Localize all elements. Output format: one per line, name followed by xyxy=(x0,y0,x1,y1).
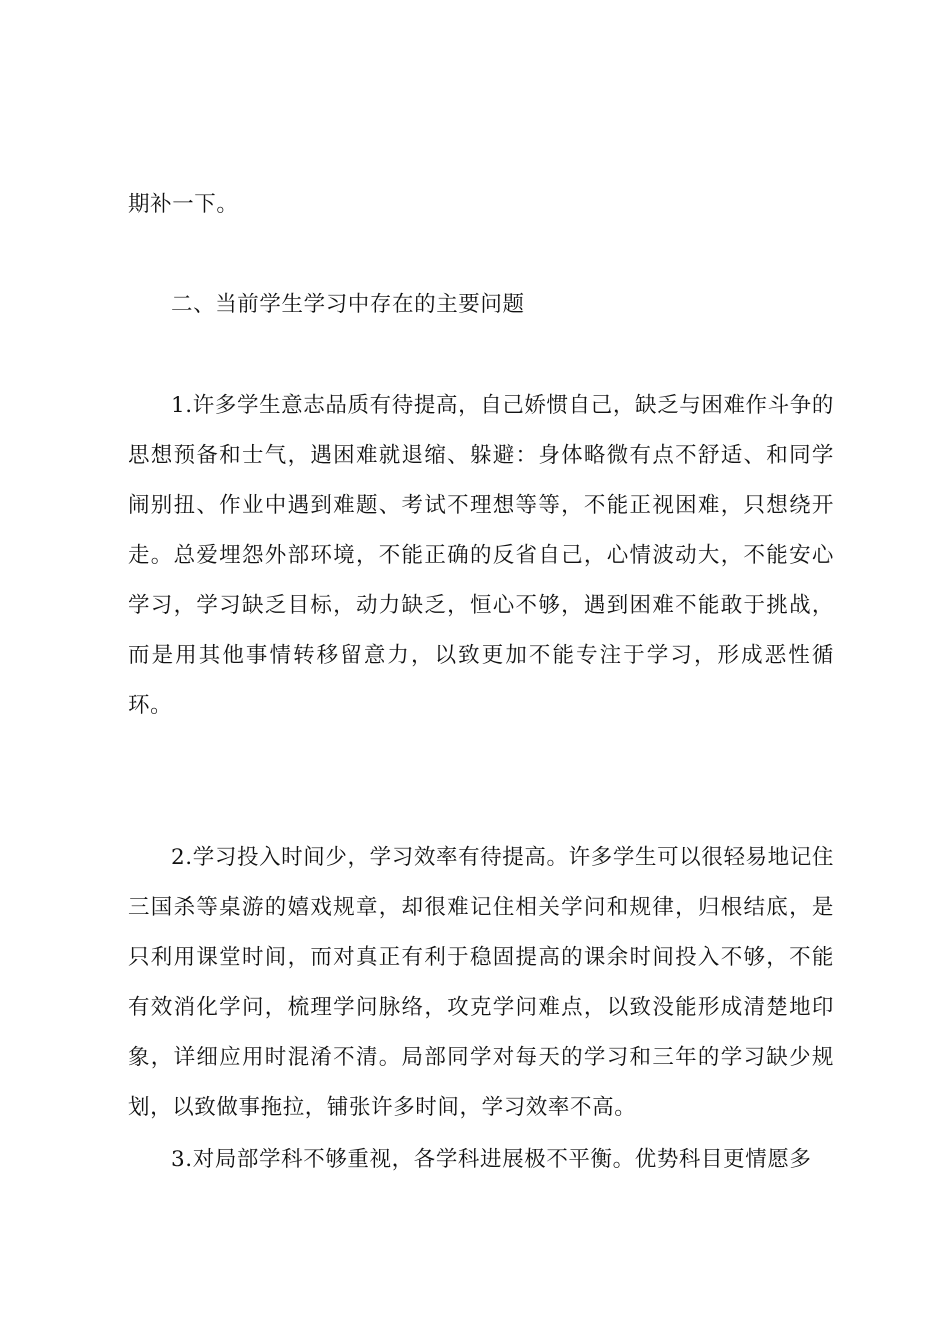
paragraph-3: 3.对局部学科不够重视，各学科进展极不平衡。优势科目更情愿多 xyxy=(171,1147,812,1172)
paragraph-1: 1.许多学生意志品质有待提高，自己娇惯自己，缺乏与困难作斗争的思想预备和士气，遇困难就退缩、躲避：身体略微有点不舒适、和同学闹别扭、作业中遇到难题、考试不理想等等，不能正视困难，只想绕开走。总爱埋怨外部环境，不能正确的反省自己，心情波动大，不能安心学习，学习缺乏目标，动力缺乏，恒心不够，遇到困难不能敢于挑战，而是用其他事情转移留意力，以致更加不能专注于学习，形成恶性循环。 xyxy=(128,393,834,718)
section-heading: 二、当前学生学习中存在的主要问题 xyxy=(171,292,525,317)
continuation-line: 期补一下。 xyxy=(128,192,239,217)
paragraph-2: 2.学习投入时间少，学习效率有待提高。许多学生可以很轻易地记住三国杀等桌游的嬉戏规章，却很难记住相关学问和规律，归根结底，是只利用课堂时间，而对真正有利于稳固提高的课余时间投入不够，不能有效消化学问，梳理学问脉络，攻克学问难点，以致没能形成清楚地印象，详细应用时混淆不清。局部同学对每天的学习和三年的学习缺少规划，以致做事拖拉，铺张许多时间，学习效率不高。 xyxy=(128,845,834,1120)
